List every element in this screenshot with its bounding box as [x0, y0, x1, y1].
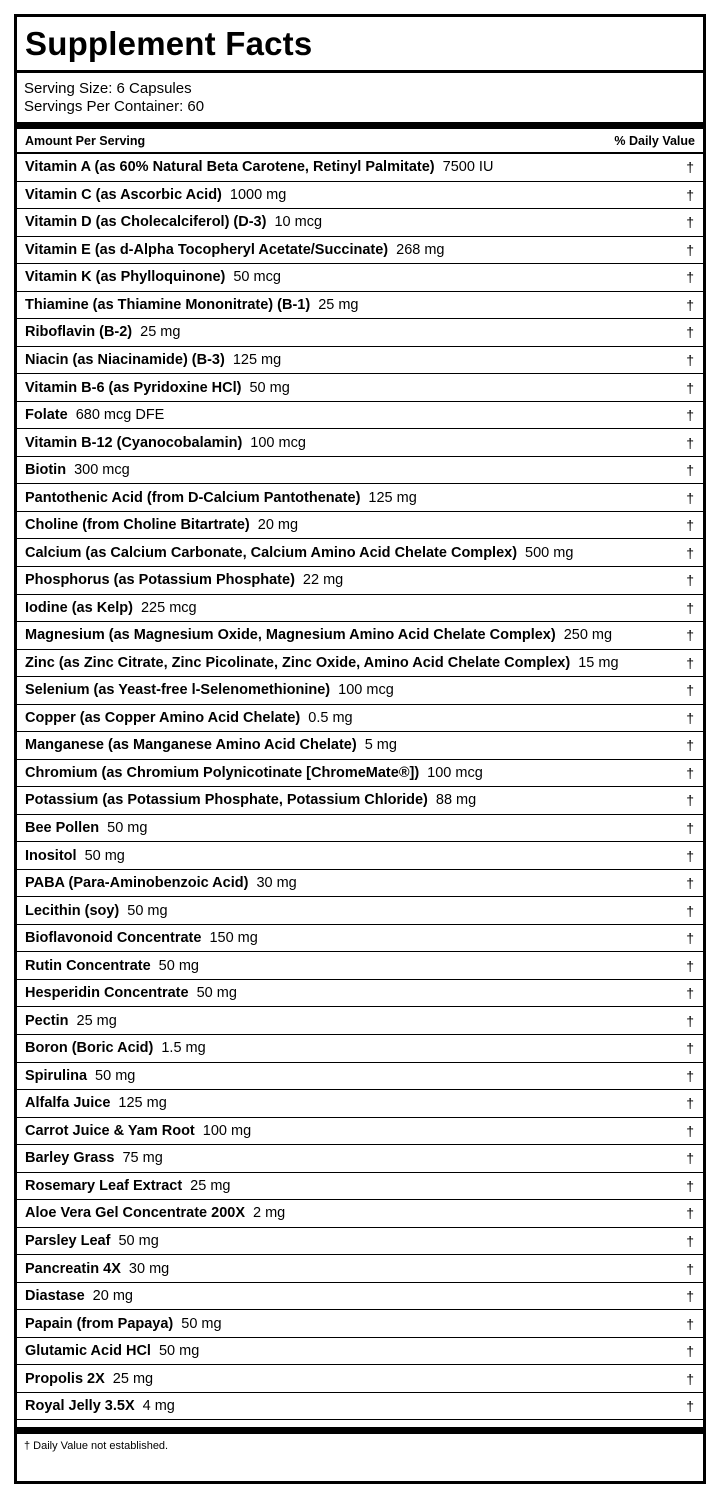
nutrient-info	[25, 848, 125, 864]
nutrient-row	[17, 1228, 703, 1256]
nutrient-row	[17, 1145, 703, 1173]
daily-value-mark: †	[686, 1232, 694, 1249]
nutrient-name: Folate	[25, 407, 68, 424]
nutrient-info	[25, 875, 297, 891]
daily-value-mark: †	[686, 985, 694, 1002]
daily-value-mark: †	[686, 682, 694, 699]
daily-value-mark: †	[686, 792, 694, 809]
nutrient-row	[17, 1090, 703, 1118]
nutrient-amount: 50 mg	[181, 1315, 222, 1332]
bottom-thick-divider	[17, 1427, 703, 1434]
nutrient-name: Choline (from Choline Bitartrate)	[25, 517, 250, 534]
nutrient-info	[25, 1261, 169, 1277]
nutrient-row	[17, 1338, 703, 1366]
daily-value-mark: †	[686, 654, 694, 671]
nutrient-row	[17, 980, 703, 1008]
nutrient-row	[17, 622, 703, 650]
nutrient-row	[17, 402, 703, 430]
nutrient-name: Barley Grass	[25, 1150, 115, 1167]
nutrient-row	[17, 925, 703, 953]
nutrient-info	[25, 1343, 199, 1359]
nutrient-info	[25, 159, 493, 175]
nutrient-info	[25, 1398, 175, 1414]
nutrient-row	[17, 374, 703, 402]
nutrient-row	[17, 1035, 703, 1063]
nutrient-amount: 10 mcg	[274, 214, 323, 231]
nutrient-info	[25, 1150, 163, 1166]
daily-value-mark: †	[686, 1040, 694, 1057]
nutrient-amount: 100 mg	[202, 1122, 252, 1139]
nutrient-row	[17, 347, 703, 375]
nutrient-row	[17, 1118, 703, 1146]
nutrient-row	[17, 1310, 703, 1338]
nutrient-name: Vitamin D (as Cholecalciferol) (D-3)	[25, 214, 267, 231]
nutrient-amount: 50 mg	[249, 379, 290, 396]
daily-value-mark: †	[686, 1260, 694, 1277]
daily-value-mark: †	[686, 930, 694, 947]
column-header	[17, 129, 703, 154]
nutrient-row	[17, 1393, 703, 1421]
daily-value-mark: †	[686, 902, 694, 919]
daily-value-mark: †	[686, 434, 694, 451]
daily-value-mark: †	[686, 1067, 694, 1084]
nutrient-name: Diastase	[25, 1288, 85, 1305]
nutrient-info	[25, 765, 483, 781]
daily-value-mark: †	[686, 820, 694, 837]
nutrient-row	[17, 897, 703, 925]
nutrient-name: Propolis 2X	[25, 1370, 105, 1387]
nutrient-row	[17, 182, 703, 210]
nutrient-name: Spirulina	[25, 1067, 88, 1084]
nutrient-name: Potassium (as Potassium Phosphate, Potassium Chloride)	[25, 792, 428, 809]
nutrient-amount: 30 mg	[128, 1260, 170, 1277]
nutrient-amount: 125 mg	[368, 489, 417, 506]
nutrient-info	[25, 627, 612, 643]
daily-value-mark: †	[686, 1012, 694, 1029]
nutrient-amount: 1000 mg	[229, 186, 287, 203]
daily-value-mark: †	[686, 1370, 694, 1387]
nutrient-row	[17, 209, 703, 237]
daily-value-mark: †	[686, 489, 694, 506]
nutrient-row	[17, 732, 703, 760]
nutrient-name: Niacin (as Niacinamide) (B-3)	[25, 351, 225, 368]
nutrient-info	[25, 710, 353, 726]
nutrient-info	[25, 572, 343, 588]
daily-value-mark: †	[686, 517, 694, 534]
amount-per-serving-label: Amount Per Serving	[25, 133, 146, 148]
nutrient-row	[17, 952, 703, 980]
nutrient-info	[25, 1288, 133, 1304]
nutrient-row	[17, 264, 703, 292]
nutrient-row	[17, 815, 703, 843]
nutrient-row	[17, 1365, 703, 1393]
nutrient-name: Pantothenic Acid (from D-Calcium Pantothenate)	[25, 489, 361, 506]
nutrient-name: Vitamin C (as Ascorbic Acid)	[25, 186, 222, 203]
panel-title: Supplement Facts	[17, 17, 703, 73]
nutrient-info	[25, 187, 286, 203]
nutrient-row	[17, 1063, 703, 1091]
daily-value-mark: †	[686, 764, 694, 781]
nutrient-name: Boron (Boric Acid)	[25, 1040, 154, 1057]
nutrient-name: Biotin	[25, 462, 67, 479]
nutrient-amount: 300 mcg	[74, 462, 130, 479]
nutrient-info	[25, 1040, 206, 1056]
supplement-facts-panel	[14, 14, 706, 1484]
nutrient-name: Vitamin K (as Phylloquinone)	[25, 269, 226, 286]
daily-value-mark: †	[686, 599, 694, 616]
nutrient-amount: 50 mg	[196, 985, 237, 1002]
nutrient-amount: 125 mg	[232, 351, 282, 368]
nutrient-row	[17, 870, 703, 898]
nutrient-row	[17, 842, 703, 870]
nutrient-amount: 88 mg	[435, 792, 477, 809]
nutrient-row	[17, 429, 703, 457]
nutrient-info	[25, 1013, 117, 1029]
nutrient-row	[17, 760, 703, 788]
nutrient-row	[17, 154, 703, 182]
daily-value-mark: †	[686, 462, 694, 479]
nutrient-name: Pancreatin 4X	[25, 1260, 121, 1277]
daily-value-mark: †	[686, 1122, 694, 1139]
nutrient-info	[25, 297, 359, 313]
nutrient-amount: 20 mg	[257, 517, 299, 534]
daily-value-mark: †	[686, 1177, 694, 1194]
nutrient-info	[25, 242, 445, 258]
nutrient-row	[17, 319, 703, 347]
daily-value-mark: †	[686, 1398, 694, 1415]
nutrient-row	[17, 457, 703, 485]
nutrient-name: Bioflavonoid Concentrate	[25, 930, 202, 947]
nutrient-name: Bee Pollen	[25, 820, 100, 837]
nutrient-info	[25, 1095, 167, 1111]
daily-value-mark: †	[686, 324, 694, 341]
nutrient-info	[25, 462, 130, 478]
nutrient-name: Manganese (as Manganese Amino Acid Chelate)	[25, 737, 357, 754]
nutrient-info	[25, 407, 164, 423]
nutrient-amount: 25 mg	[318, 296, 359, 313]
nutrient-info	[25, 545, 573, 561]
nutrient-info	[25, 1178, 230, 1194]
nutrient-amount: 125 mg	[118, 1095, 167, 1112]
nutrient-amount: 500 mg	[525, 544, 574, 561]
nutrient-amount: 50 mg	[118, 1232, 159, 1249]
nutrient-info	[25, 1068, 135, 1084]
nutrient-info	[25, 820, 147, 836]
nutrient-amount: 25 mg	[190, 1177, 231, 1194]
nutrient-name: Parsley Leaf	[25, 1232, 111, 1249]
nutrient-amount: 5 mg	[364, 737, 397, 754]
nutrient-info	[25, 324, 180, 340]
nutrient-amount: 25 mg	[140, 324, 181, 341]
daily-value-mark: †	[686, 296, 694, 313]
daily-value-mark: †	[686, 186, 694, 203]
nutrient-amount: 50 mg	[84, 847, 125, 864]
nutrient-name: Rosemary Leaf Extract	[25, 1177, 183, 1194]
nutrient-amount: 268 mg	[396, 241, 445, 258]
nutrient-row	[17, 1255, 703, 1283]
nutrient-amount: 30 mg	[256, 875, 297, 892]
nutrient-row	[17, 787, 703, 815]
nutrient-amount: 25 mg	[112, 1370, 154, 1387]
nutrient-row	[17, 1283, 703, 1311]
nutrient-name: Calcium (as Calcium Carbonate, Calcium Amino Acid Chelate Complex)	[25, 544, 518, 561]
nutrient-amount: 7500 IU	[442, 159, 494, 176]
nutrient-info	[25, 682, 394, 698]
spacer	[17, 1420, 703, 1427]
nutrient-amount: 75 mg	[122, 1150, 163, 1167]
nutrient-name: Carrot Juice & Yam Root	[25, 1122, 195, 1139]
nutrient-name: Vitamin A (as 60% Natural Beta Carotene, Retinyl Palmitate)	[25, 159, 435, 176]
nutrient-info	[25, 985, 237, 1001]
nutrient-row	[17, 484, 703, 512]
nutrient-amount: 100 mcg	[427, 764, 483, 781]
nutrient-info	[25, 214, 322, 230]
nutrient-info	[25, 1205, 285, 1221]
nutrient-name: Copper (as Copper Amino Acid Chelate)	[25, 709, 301, 726]
nutrient-amount: 25 mg	[76, 1012, 117, 1029]
nutrient-amount: 150 mg	[209, 930, 258, 947]
nutrient-info	[25, 1371, 153, 1387]
nutrient-name: Phosphorus (as Potassium Phosphate)	[25, 572, 295, 589]
nutrient-amount: 50 mg	[107, 820, 148, 837]
daily-value-mark: †	[686, 159, 694, 176]
daily-value-mark: †	[686, 627, 694, 644]
daily-value-mark: †	[686, 737, 694, 754]
nutrient-amount: 1.5 mg	[161, 1040, 206, 1057]
nutrient-amount: 250 mg	[563, 627, 613, 644]
nutrient-name: Rutin Concentrate	[25, 957, 151, 974]
nutrient-row	[17, 512, 703, 540]
nutrient-name: Vitamin B-6 (as Pyridoxine HCl)	[25, 379, 242, 396]
daily-value-mark: †	[686, 1205, 694, 1222]
daily-value-mark: †	[686, 241, 694, 258]
nutrient-info	[25, 380, 290, 396]
nutrient-list	[17, 154, 703, 1420]
serving-info	[17, 73, 703, 122]
daily-value-mark: †	[686, 1095, 694, 1112]
nutrient-name: Selenium (as Yeast-free l-Selenomethionine)	[25, 682, 331, 699]
nutrient-name: Thiamine (as Thiamine Mononitrate) (B-1)	[25, 296, 311, 313]
nutrient-info	[25, 792, 476, 808]
nutrient-amount: 2 mg	[253, 1205, 286, 1222]
nutrient-row	[17, 539, 703, 567]
daily-value-mark: †	[686, 407, 694, 424]
daily-value-mark: †	[686, 269, 694, 286]
footnote: † Daily Value not established.	[24, 1440, 169, 1453]
daily-value-mark: †	[686, 379, 694, 396]
nutrient-amount: 50 mg	[158, 1343, 200, 1360]
nutrient-info	[25, 903, 168, 919]
nutrient-info	[25, 1316, 222, 1332]
daily-value-label: % Daily Value	[614, 133, 695, 148]
nutrient-amount: 100 mcg	[338, 682, 394, 699]
nutrient-name: Papain (from Papaya)	[25, 1315, 174, 1332]
nutrient-name: Vitamin E (as d-Alpha Tocopheryl Acetate/Succinate)	[25, 241, 389, 258]
daily-value-mark: †	[686, 544, 694, 561]
nutrient-row	[17, 677, 703, 705]
nutrient-amount: 20 mg	[92, 1288, 133, 1305]
nutrient-name: PABA (Para-Aminobenzoic Acid)	[25, 875, 249, 892]
nutrient-row	[17, 1173, 703, 1201]
daily-value-mark: †	[686, 957, 694, 974]
daily-value-mark: †	[686, 1288, 694, 1305]
nutrient-row	[17, 595, 703, 623]
nutrient-info	[25, 930, 258, 946]
nutrient-amount: 50 mg	[127, 902, 168, 919]
nutrient-row	[17, 237, 703, 265]
daily-value-mark: †	[686, 709, 694, 726]
nutrient-amount: 15 mg	[578, 654, 619, 671]
nutrient-info	[25, 655, 619, 671]
nutrient-info	[25, 1123, 251, 1139]
nutrient-info	[25, 269, 281, 285]
nutrient-info	[25, 517, 298, 533]
nutrient-name: Hesperidin Concentrate	[25, 985, 189, 1002]
nutrient-amount: 4 mg	[142, 1398, 175, 1415]
daily-value-mark: †	[686, 572, 694, 589]
nutrient-row	[17, 1007, 703, 1035]
nutrient-name: Riboflavin (B-2)	[25, 324, 133, 341]
nutrient-name: Iodine (as Kelp)	[25, 599, 133, 616]
daily-value-mark: †	[686, 1343, 694, 1360]
nutrient-name: Glutamic Acid HCl	[25, 1343, 151, 1360]
nutrient-amount: 680 mcg DFE	[75, 407, 165, 424]
nutrient-name: Magnesium (as Magnesium Oxide, Magnesium Amino Acid Chelate Complex)	[25, 627, 556, 644]
nutrient-info	[25, 490, 417, 506]
nutrient-info	[25, 1233, 159, 1249]
nutrient-amount: 50 mcg	[233, 269, 281, 286]
nutrient-amount: 0.5 mg	[308, 709, 353, 726]
nutrient-row	[17, 650, 703, 678]
nutrient-info	[25, 352, 281, 368]
nutrient-info	[25, 737, 397, 753]
nutrient-name: Aloe Vera Gel Concentrate 200X	[25, 1205, 246, 1222]
daily-value-mark: †	[686, 875, 694, 892]
daily-value-mark: †	[686, 1315, 694, 1332]
nutrient-info	[25, 435, 306, 451]
nutrient-row	[17, 705, 703, 733]
nutrient-amount: 50 mg	[95, 1067, 136, 1084]
serving-size: Serving Size: 6 Capsules	[24, 80, 192, 97]
nutrient-name: Zinc (as Zinc Citrate, Zinc Picolinate, Zinc Oxide, Amino Acid Chelate Complex)	[25, 654, 571, 671]
nutrient-name: Alfalfa Juice	[25, 1095, 111, 1112]
servings-per-container: Servings Per Container: 60	[24, 98, 205, 115]
nutrient-name: Pectin	[25, 1012, 69, 1029]
nutrient-amount: 50 mg	[158, 957, 199, 974]
daily-value-mark: †	[686, 847, 694, 864]
nutrient-amount: 225 mcg	[140, 599, 197, 616]
nutrient-amount: 100 mcg	[250, 434, 306, 451]
daily-value-mark: †	[686, 214, 694, 231]
nutrient-amount: 22 mg	[302, 572, 344, 589]
daily-value-mark: †	[686, 1150, 694, 1167]
thick-divider	[17, 122, 703, 129]
nutrient-name: Vitamin B-12 (Cyanocobalamin)	[25, 434, 243, 451]
nutrient-row	[17, 292, 703, 320]
nutrient-info	[25, 600, 197, 616]
nutrient-name: Royal Jelly 3.5X	[25, 1398, 135, 1415]
nutrient-name: Chromium (as Chromium Polynicotinate [ChromeMate®])	[25, 764, 420, 781]
nutrient-row	[17, 567, 703, 595]
nutrient-name: Inositol	[25, 847, 77, 864]
nutrient-info	[25, 958, 199, 974]
nutrient-name: Lecithin (soy)	[25, 902, 120, 919]
nutrient-row	[17, 1200, 703, 1228]
daily-value-mark: †	[686, 351, 694, 368]
